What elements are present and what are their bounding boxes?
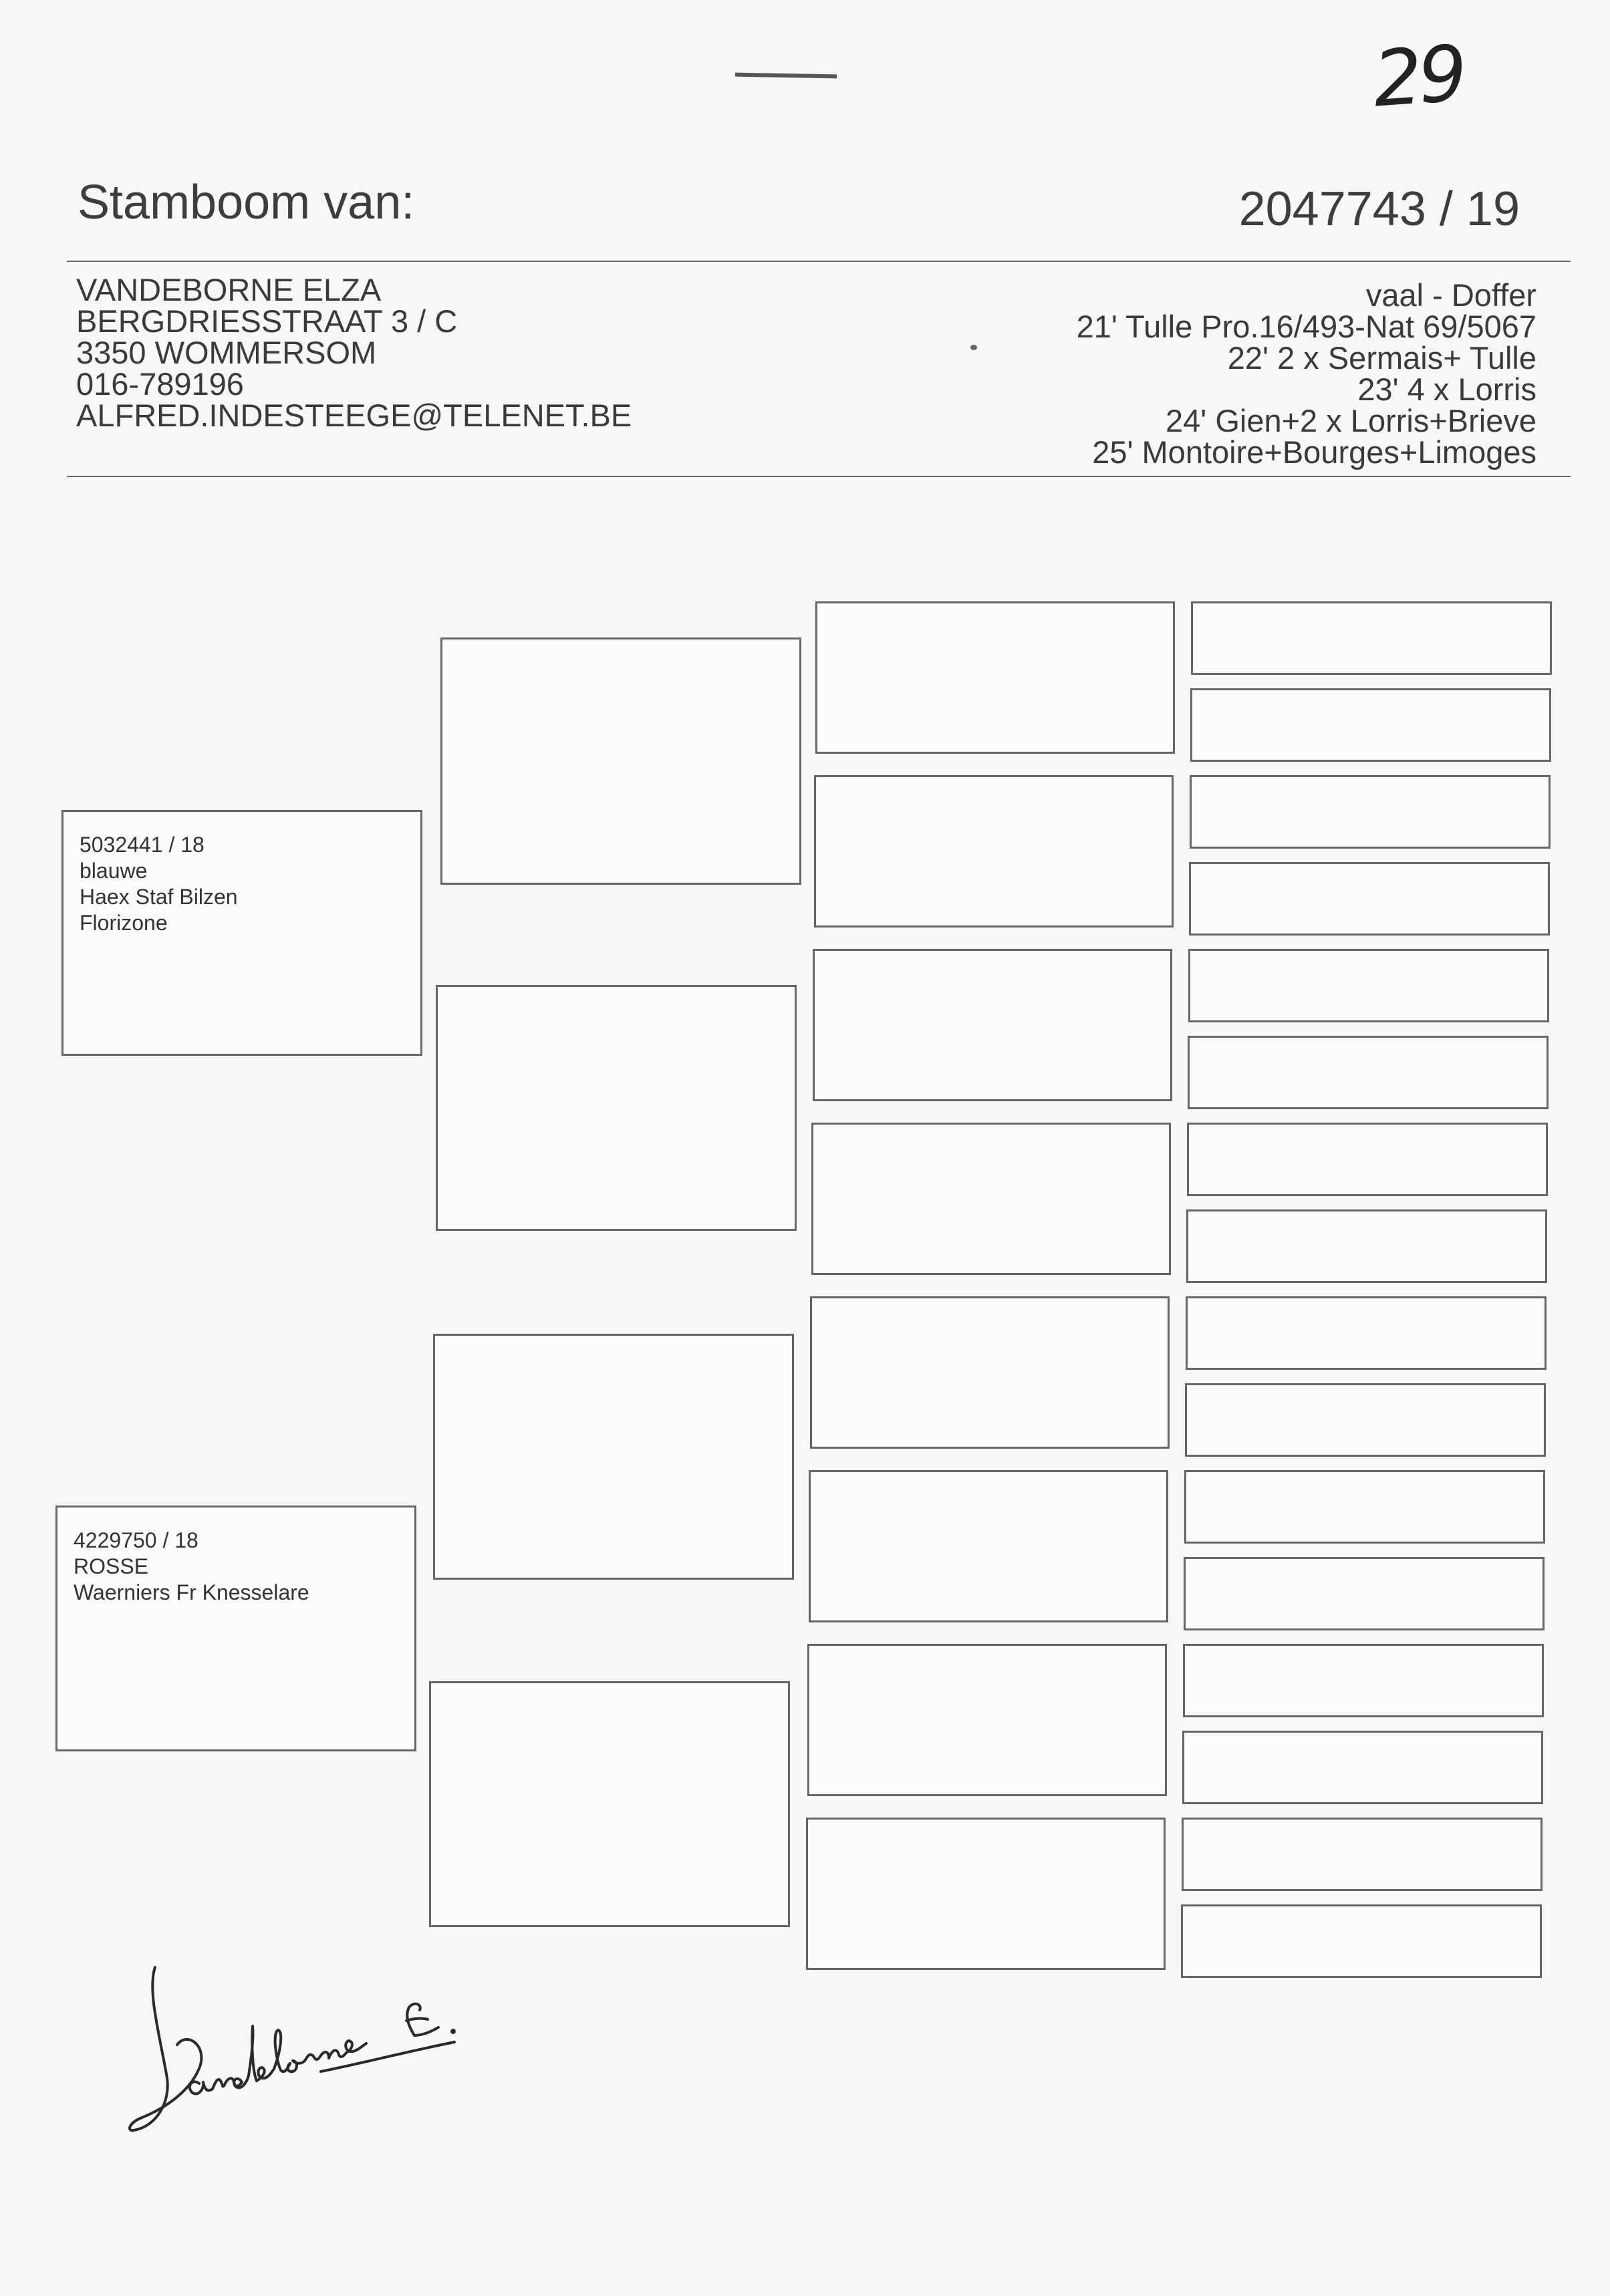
pedigree-box-gen4 bbox=[1181, 1904, 1542, 1978]
top-dash-mark bbox=[735, 73, 837, 79]
pedigree-box-gen4 bbox=[1183, 1644, 1544, 1717]
race-result: 21' Tulle Pro.16/493-Nat 69/5067 bbox=[1076, 309, 1536, 344]
scan-speck bbox=[970, 345, 977, 350]
pedigree-box-gen3 bbox=[809, 1470, 1168, 1622]
pedigree-box-gen2 bbox=[433, 1334, 794, 1580]
race-result: 25' Montoire+Bourges+Limoges bbox=[1092, 434, 1536, 470]
header-divider bbox=[67, 261, 1571, 262]
pedigree-box-gen4 bbox=[1182, 1731, 1543, 1804]
father-ring: 5032441 / 18 bbox=[80, 833, 205, 857]
owner-email: ALFRED.INDESTEEGE@TELENET.BE bbox=[76, 398, 632, 433]
owner-phone: 016-789196 bbox=[76, 366, 244, 402]
pedigree-box-gen4 bbox=[1184, 1470, 1545, 1544]
father-name: Florizone bbox=[80, 911, 168, 935]
owner-street: BERGDRIESSTRAAT 3 / C bbox=[76, 303, 458, 339]
pedigree-box-gen4 bbox=[1182, 1818, 1542, 1891]
page-title: Stamboom van: bbox=[78, 176, 415, 229]
pedigree-box-gen3 bbox=[806, 1818, 1166, 1970]
pedigree-box-gen4 bbox=[1188, 949, 1549, 1022]
pedigree-box-gen3 bbox=[807, 1644, 1167, 1796]
owner-name: VANDEBORNE ELZA bbox=[76, 272, 382, 307]
page-number: 29 bbox=[1370, 29, 1466, 125]
pedigree-box-gen2 bbox=[440, 637, 801, 885]
owner-city: 3350 WOMMERSOM bbox=[76, 335, 377, 370]
pedigree-box-gen3 bbox=[815, 601, 1175, 754]
race-result: 23' 4 x Lorris bbox=[1357, 372, 1536, 407]
mother-color: ROSSE bbox=[74, 1554, 149, 1578]
pedigree-box-gen4 bbox=[1187, 1123, 1548, 1196]
pedigree-box-gen3 bbox=[810, 1296, 1170, 1449]
pedigree-box-gen2 bbox=[436, 985, 797, 1231]
mother-ring: 4229750 / 18 bbox=[74, 1528, 198, 1552]
owner-block bbox=[76, 274, 632, 431]
race-result: 24' Gien+2 x Lorris+Brieve bbox=[1166, 403, 1536, 438]
father-breeder: Haex Staf Bilzen bbox=[80, 885, 238, 909]
pedigree-box-gen4 bbox=[1190, 775, 1551, 849]
ring-number: 2047743 / 19 bbox=[1238, 182, 1520, 236]
pedigree-box-gen4 bbox=[1186, 1296, 1547, 1370]
bird-info-block bbox=[1077, 279, 1536, 468]
father-color: blauwe bbox=[80, 859, 148, 883]
pedigree-box-gen4 bbox=[1189, 862, 1550, 936]
pedigree-box-gen4 bbox=[1184, 1557, 1545, 1630]
pedigree-box-mother bbox=[55, 1505, 416, 1751]
pedigree-box-gen4 bbox=[1191, 601, 1552, 675]
pedigree-box-gen4 bbox=[1185, 1383, 1546, 1457]
pedigree-box-gen4 bbox=[1186, 1209, 1547, 1283]
race-result: 22' 2 x Sermais+ Tulle bbox=[1227, 340, 1536, 376]
mother-breeder: Waerniers Fr Knesselare bbox=[74, 1580, 309, 1604]
bird-color-sex: vaal - Doffer bbox=[1365, 277, 1536, 313]
info-divider bbox=[67, 476, 1571, 477]
pedigree-box-gen3 bbox=[813, 949, 1172, 1101]
signature bbox=[120, 1951, 495, 2152]
pedigree-box-gen2 bbox=[429, 1681, 790, 1927]
pedigree-box-gen3 bbox=[811, 1123, 1171, 1275]
pedigree-box-father bbox=[61, 810, 422, 1056]
pedigree-box-gen4 bbox=[1190, 688, 1551, 762]
pedigree-box-gen4 bbox=[1188, 1036, 1549, 1109]
pedigree-box-gen3 bbox=[814, 775, 1174, 927]
